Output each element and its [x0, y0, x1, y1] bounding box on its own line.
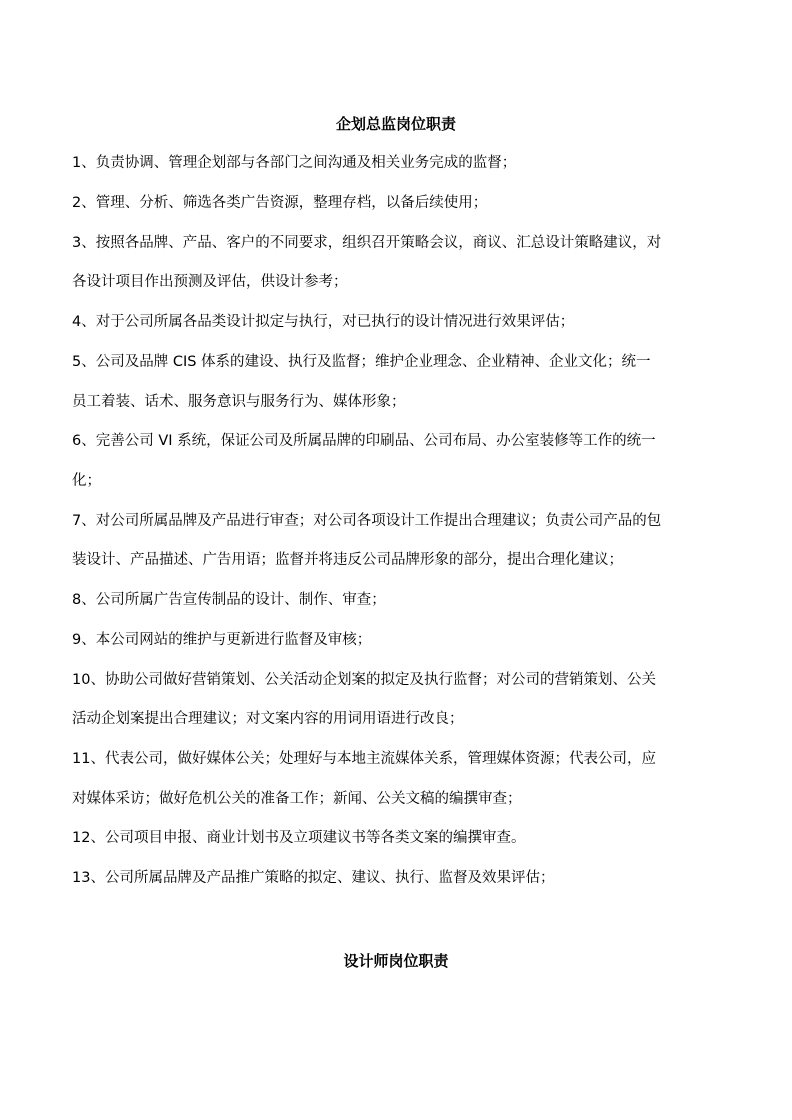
duty-2-line-1: 2、管理、分析、筛选各类广告资源，整理存档，以备后续使用； — [72, 195, 488, 211]
duty-5-line-1: 5、公司及品牌 CIS 体系的建设、执行及监督；维护企业理念、企业精神、企业文化；统一 — [72, 354, 651, 370]
duty-3-line-1: 3、按照各品牌、产品、客户的不同要求，组织召开策略会议，商议、汇总设计策略建议，对 — [72, 235, 662, 251]
duty-12-line-1: 12、公司项目申报、商业计划书及立项建议书等各类文案的编撰审查。 — [72, 830, 526, 846]
duty-6-line-1: 6、完善公司 VI 系统，保证公司及所属品牌的印刷品、公司布局、办公室装修等工作的统一 — [72, 433, 656, 449]
duty-3-line-2: 各设计项目作出预测及评估，供设计参考； — [72, 274, 348, 290]
duty-1-line-1: 1、负责协调、管理企划部与各部门之间沟通及相关业务完成的监督； — [72, 155, 517, 171]
duty-5-line-2: 员工着装、话术、服务意识与服务行为、媒体形象； — [72, 394, 406, 410]
duty-9-line-1: 9、本公司网站的维护与更新进行监督及审核； — [72, 632, 372, 648]
duty-6-line-2: 化； — [72, 473, 101, 489]
duty-11-line-2: 对媒体采访；做好危机公关的准备工作；新闻、公关文稿的编撰审查； — [72, 791, 522, 807]
duty-10-line-1: 10、协助公司做好营销策划、公关活动企划案的拟定及执行监督；对公司的营销策划、公关 — [72, 672, 656, 688]
duty-7-line-1: 7、对公司所属品牌及产品进行审查；对公司各项设计工作提出合理建议；负责公司产品的包 — [72, 513, 662, 529]
duty-7-line-2: 装设计、产品描述、广告用语；监督并将违反公司品牌形象的部分，提出合理化建议； — [72, 552, 623, 568]
duty-13-line-1: 13、公司所属品牌及产品推广策略的拟定、建议、执行、监督及效果评估； — [72, 870, 555, 886]
page-title: 企划总监岗位职责 — [335, 115, 456, 133]
duty-4-line-1: 4、对于公司所属各品类设计拟定与执行，对已执行的设计情况进行效果评估； — [72, 314, 575, 330]
duty-11-line-1: 11、代表公司，做好媒体公关；处理好与本地主流媒体关系，管理媒体资源；代表公司，应 — [72, 751, 656, 767]
next-section-title: 设计师岗位职责 — [343, 952, 449, 970]
duty-8-line-1: 8、公司所属广告宣传制品的设计、制作、审查； — [72, 592, 386, 608]
duty-10-line-2: 活动企划案提出合理建议；对文案内容的用词用语进行改良； — [72, 711, 464, 727]
